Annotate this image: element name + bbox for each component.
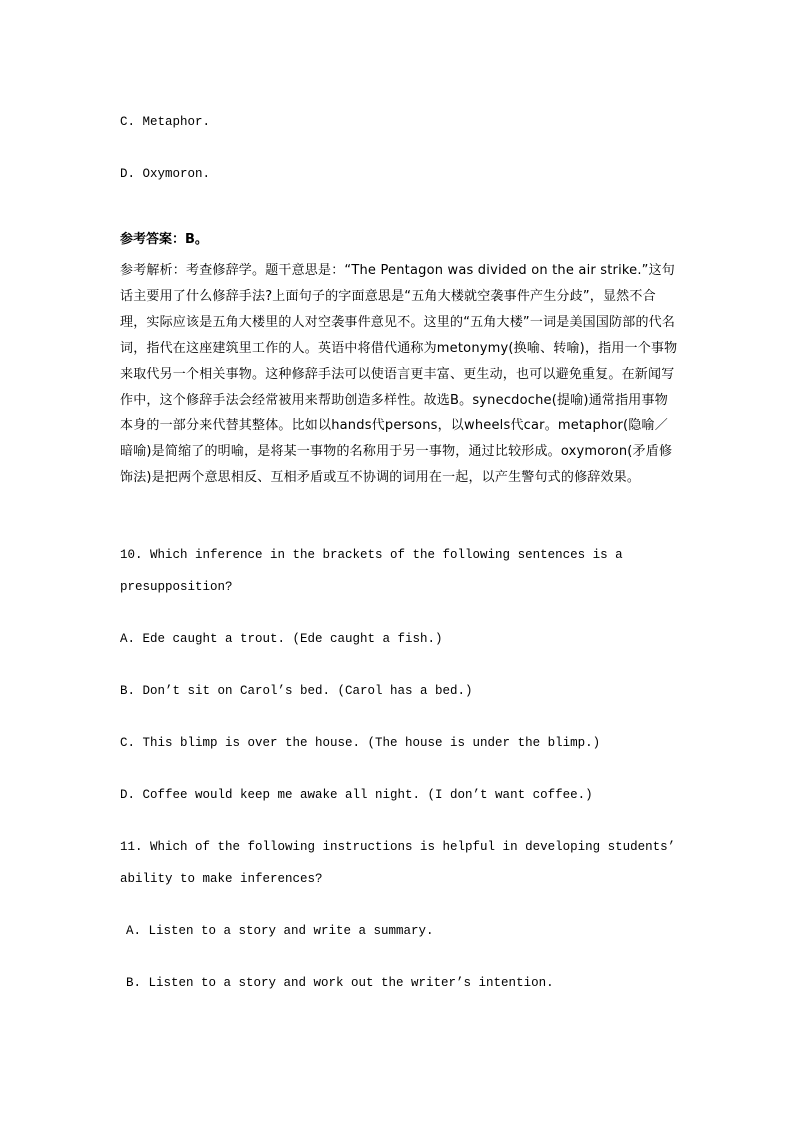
question-10-option-c: C. This blimp is over the house. (The house is under the blimp.) [120,736,601,750]
question-10-stem-line1: 10. Which inference in the brackets of the following sentences is a [120,548,623,562]
answer-heading: 参考答案：B。 [120,232,208,247]
question-10-option-a: A. Ede caught a trout. (Ede caught a fish.) [120,632,443,646]
question-11-option-a: A. Listen to a story and write a summary. [126,924,434,938]
option-c-metaphor: C. Metaphor. [120,115,211,129]
question-10-option-d: D. Coffee would keep me awake all night. (I don’t want coffee.) [120,788,593,802]
question-11-stem-line1: 11. Which of the following instructions is helpful in developing students’ [120,840,676,854]
question-11-stem-line2: ability to make inferences? [120,872,323,886]
question-10-option-b: B. Don’t sit on Carol’s bed. (Carol has a bed.) [120,684,473,698]
option-d-oxymoron: D. Oxymoron. [120,167,211,181]
question-11-option-b: B. Listen to a story and work out the writer’s intention. [126,976,554,990]
answer-explanation: 参考解析：考查修辞学。题干意思是：“The Pentagon was divided on the air strike.”这句话主要用了什么修辞手法?上面句子的字面意思是“五角大楼就空袭事件产生分歧”，显然不合理，实际应该是五角大楼里的人对空袭事件意见不。这里的“五角大楼”一词是美国国防部的代名词，指代在这座建筑里工作的人。英语中将借代通称为metonymy(换喻、转喻)，指用一个事物来取代另一个相关事物。这种修辞手法可以使语言更丰富、更生动，也可以避免重复。在新闻写作中，这个修辞手法会经常被用来帮助创造多样性。故选B。synecdoche(提喻)通常指用事物本身的一部分来代替其整体。比如以hands代persons，以wheels代car。metaphor(隐喻／暗喻)是简缩了的明喻，是将某一事物的名称用于另一事物，通过比较形成。oxymoron(矛盾修饰法)是把两个意思相反、互相矛盾或互不协调的词用在一起，以产生警句式的修辞效果。 [120,263,678,486]
question-10-stem-line2: presupposition? [120,580,233,594]
